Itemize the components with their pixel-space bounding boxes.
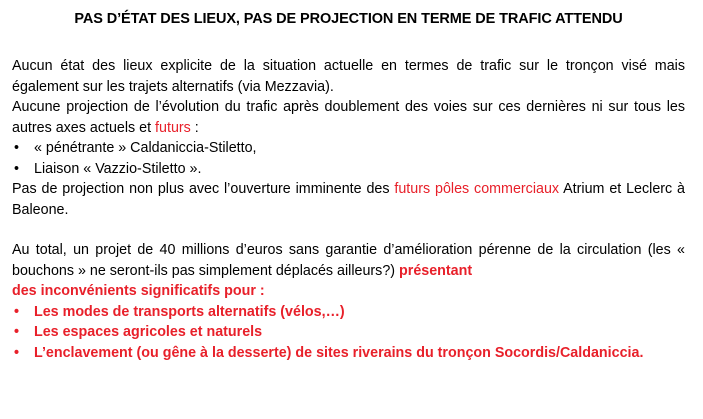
axes-list [12, 138, 685, 179]
paragraph-no-projection-colon: : [190, 119, 199, 136]
spacer [12, 220, 685, 240]
bullet-icon: • [14, 303, 20, 320]
paragraph-no-projection-text: Aucune projection de l’évolution du trafic après doublement des voies sur ces dernières ni sur tous les autres axes actuels et [12, 99, 685, 136]
paragraph-state-of-places: Aucun état des lieux explicite de la situation actuelle en termes de trafic sur le tronçon visé mais également sur les trajets alternatifs (via Mezzavia). [12, 58, 685, 95]
list-item-text: Liaison « Vazzio-Stiletto ». [34, 160, 202, 177]
paragraph-commercial-tail: Atrium et Leclerc à Baleone. [12, 181, 686, 218]
inconvenients-list [12, 302, 685, 364]
paragraph-commercial-text: Pas de projection non plus avec l’ouverture imminente des [12, 181, 395, 197]
highlight-commercial-poles: futurs pôles commerciaux [394, 181, 560, 197]
list-item [12, 302, 685, 323]
paragraph-total-text: Au total, un projet de 40 millions d’euros sans garantie d’amélioration pérenne de la circulation (les « bouchons » ne seront-ils pas simplement déplacés ailleurs?) [12, 242, 685, 279]
list-item-text: Les espaces agricoles et naturels [34, 324, 263, 340]
list-item [12, 138, 685, 159]
slide-title: PAS D’ÉTAT DES LIEUX, PAS DE PROJECTION EN TERME DE TRAFIC ATTENDU [74, 11, 623, 27]
list-item-text: « pénétrante » Caldaniccia-Stiletto, [34, 140, 257, 156]
bullet-icon: • [14, 324, 20, 340]
bullet-icon: • [14, 140, 20, 156]
list-item [12, 343, 685, 364]
list-item-text: L’enclavement (ou gêne à la desserte) de sites riverains du tronçon Socordis/Caldaniccia. [34, 344, 644, 361]
paragraph-total [12, 240, 685, 281]
bullet-icon: • [14, 160, 20, 177]
list-item [12, 159, 685, 180]
paragraph-commercial-poles [12, 179, 685, 220]
list-item-text: Les modes de transports alternatifs (vélos,…) [34, 303, 345, 320]
highlight-presentant: présentant [399, 262, 473, 279]
paragraph-no-projection [12, 97, 685, 138]
paragraph-inconvenients: des inconvénients significatifs pour : [12, 283, 265, 299]
list-item [12, 322, 685, 343]
highlight-futurs: futurs [155, 119, 191, 136]
bullet-icon: • [14, 344, 20, 361]
